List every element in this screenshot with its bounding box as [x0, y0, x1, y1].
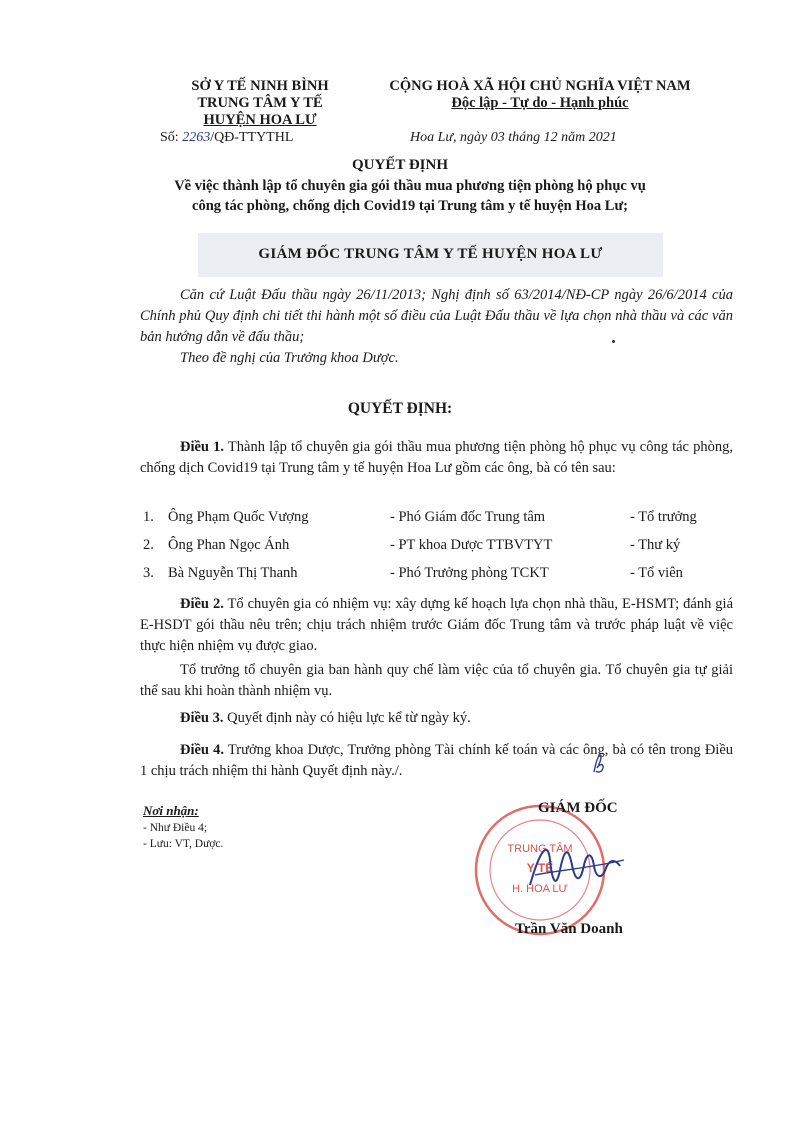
signatory-title: GIÁM ĐỐC [538, 800, 618, 816]
stamp-text-line1: TRUNG TÂM [507, 843, 573, 855]
signatory-name: Trần Văn Doanh [515, 921, 623, 937]
member-3-name: Bà Nguyễn Thị Thanh [168, 565, 298, 581]
country-name: CỘNG HOÀ XÃ HỘI CHỦ NGHĨA VIỆT NAM [389, 78, 691, 94]
org-name-line2: HUYỆN HOA LƯ [203, 112, 317, 128]
request-basis: Theo đề nghị của Trưởng khoa Dược. [180, 350, 399, 366]
stamp-text-line2: Y TẾ [526, 861, 554, 875]
recipients-title: Nơi nhận: [143, 803, 199, 818]
document-subject [110, 176, 710, 216]
article-1-label: Điều 1. [180, 439, 225, 455]
article-1-text: Thành lập tổ chuyên gia gói thầu mua phương tiện phòng hộ phục vụ công tác phòng, chống dịch Covid19 tại Trung tâm y tế huyện Hoa Lư gồm các ông, bà có tên sau: [140, 439, 734, 476]
article-1 [140, 437, 733, 479]
signature-icon [520, 830, 630, 900]
decision-heading: QUYẾT ĐỊNH: [347, 400, 453, 417]
article-2-paragraph-2: Tổ trưởng tổ chuyên gia ban hành quy chế làm việc của tổ chuyên gia. Tổ chuyên gia tự giải thể sau khi hoàn thành nhiệm vụ. [140, 662, 733, 699]
article-3 [140, 708, 733, 729]
org-name-line1: TRUNG TÂM Y TẾ [197, 95, 323, 111]
article-3-label: Điều 3. [180, 710, 224, 726]
national-header [345, 78, 735, 112]
national-motto: Độc lập - Tự do - Hạnh phúc [451, 95, 629, 111]
org-parent: SỞ Y TẾ NINH BÌNH [191, 78, 329, 94]
article-4-label: Điều 4. [180, 742, 225, 758]
doc-no-prefix: Số: [160, 130, 179, 145]
document-number [160, 130, 293, 146]
member-1-position: - Phó Giám đốc Trung tâm [390, 509, 546, 525]
article-2-label: Điều 2. [180, 596, 224, 612]
member-2-position: - PT khoa Dược TTBVTYT [390, 537, 553, 553]
member-2-role: - Thư ký [630, 537, 681, 553]
recipient-item: - Như Điều 4; [143, 822, 208, 834]
place-date: Hoa Lư, ngày 03 tháng 12 năm 2021 [410, 130, 617, 145]
doc-no-handwritten: 2263 [182, 130, 211, 145]
handwritten-initial-icon [590, 752, 610, 776]
document-title: QUYẾT ĐỊNH [352, 157, 448, 173]
subject-line-1: Về việc thành lập tổ chuyên gia gói thầu mua phương tiện phòng hộ phục vụ [174, 178, 646, 194]
article-2 [140, 594, 733, 657]
article-3-text: Quyết định này có hiệu lực kể từ ngày ký. [223, 710, 471, 726]
member-1-role: - Tổ trưởng [630, 509, 697, 525]
stamp-text-line3: H. HOA LƯ [512, 883, 568, 895]
subject-line-2: công tác phòng, chống dịch Covid19 tại Trung tâm y tế huyện Hoa Lư; [192, 198, 628, 214]
legal-basis: Căn cứ Luật Đấu thầu ngày 26/11/2013; Nghị định số 63/2014/NĐ-CP ngày 26/6/2014 của Chính phủ Quy định chi tiết thi hành một số điều của Luật Đấu thầu về lựa chọn nhà thầu và các văn bản hướng dẫn về đấu thầu; [140, 287, 733, 345]
member-3-position: - Phó Trưởng phòng TCKT [390, 565, 549, 581]
doc-no-suffix: /QĐ-TTYTHL [210, 130, 294, 145]
authority-title: GIÁM ĐỐC TRUNG TÂM Y TẾ HUYỆN HOA LƯ [258, 246, 603, 262]
article-2-text: Tổ chuyên gia có nhiệm vụ: xây dựng kế hoạch lựa chọn nhà thầu, E-HSMT; đánh giá E-HSDT gói thầu nêu trên; chịu trách nhiệm trước Giám đốc Trung tâm và trước pháp luật về việc thực hiện nhiệm vụ được giao. [140, 596, 734, 654]
speck [612, 340, 615, 343]
member-1-no: 1. [143, 509, 154, 525]
member-3-role: - Tổ viên [630, 565, 683, 581]
member-2-no: 2. [143, 537, 154, 553]
recipient-item: - Lưu: VT, Dược. [143, 838, 224, 850]
member-1-name: Ông Phạm Quốc Vượng [168, 509, 309, 525]
member-2-name: Ông Phan Ngọc Ánh [168, 537, 290, 553]
member-3-no: 3. [143, 565, 154, 581]
article-4 [140, 740, 733, 782]
article-4-text: Trưởng khoa Dược, Trưởng phòng Tài chính kế toán và các ông, bà có tên trong Điều 1 chịu trách nhiệm thi hành Quyết định này./. [140, 742, 733, 779]
